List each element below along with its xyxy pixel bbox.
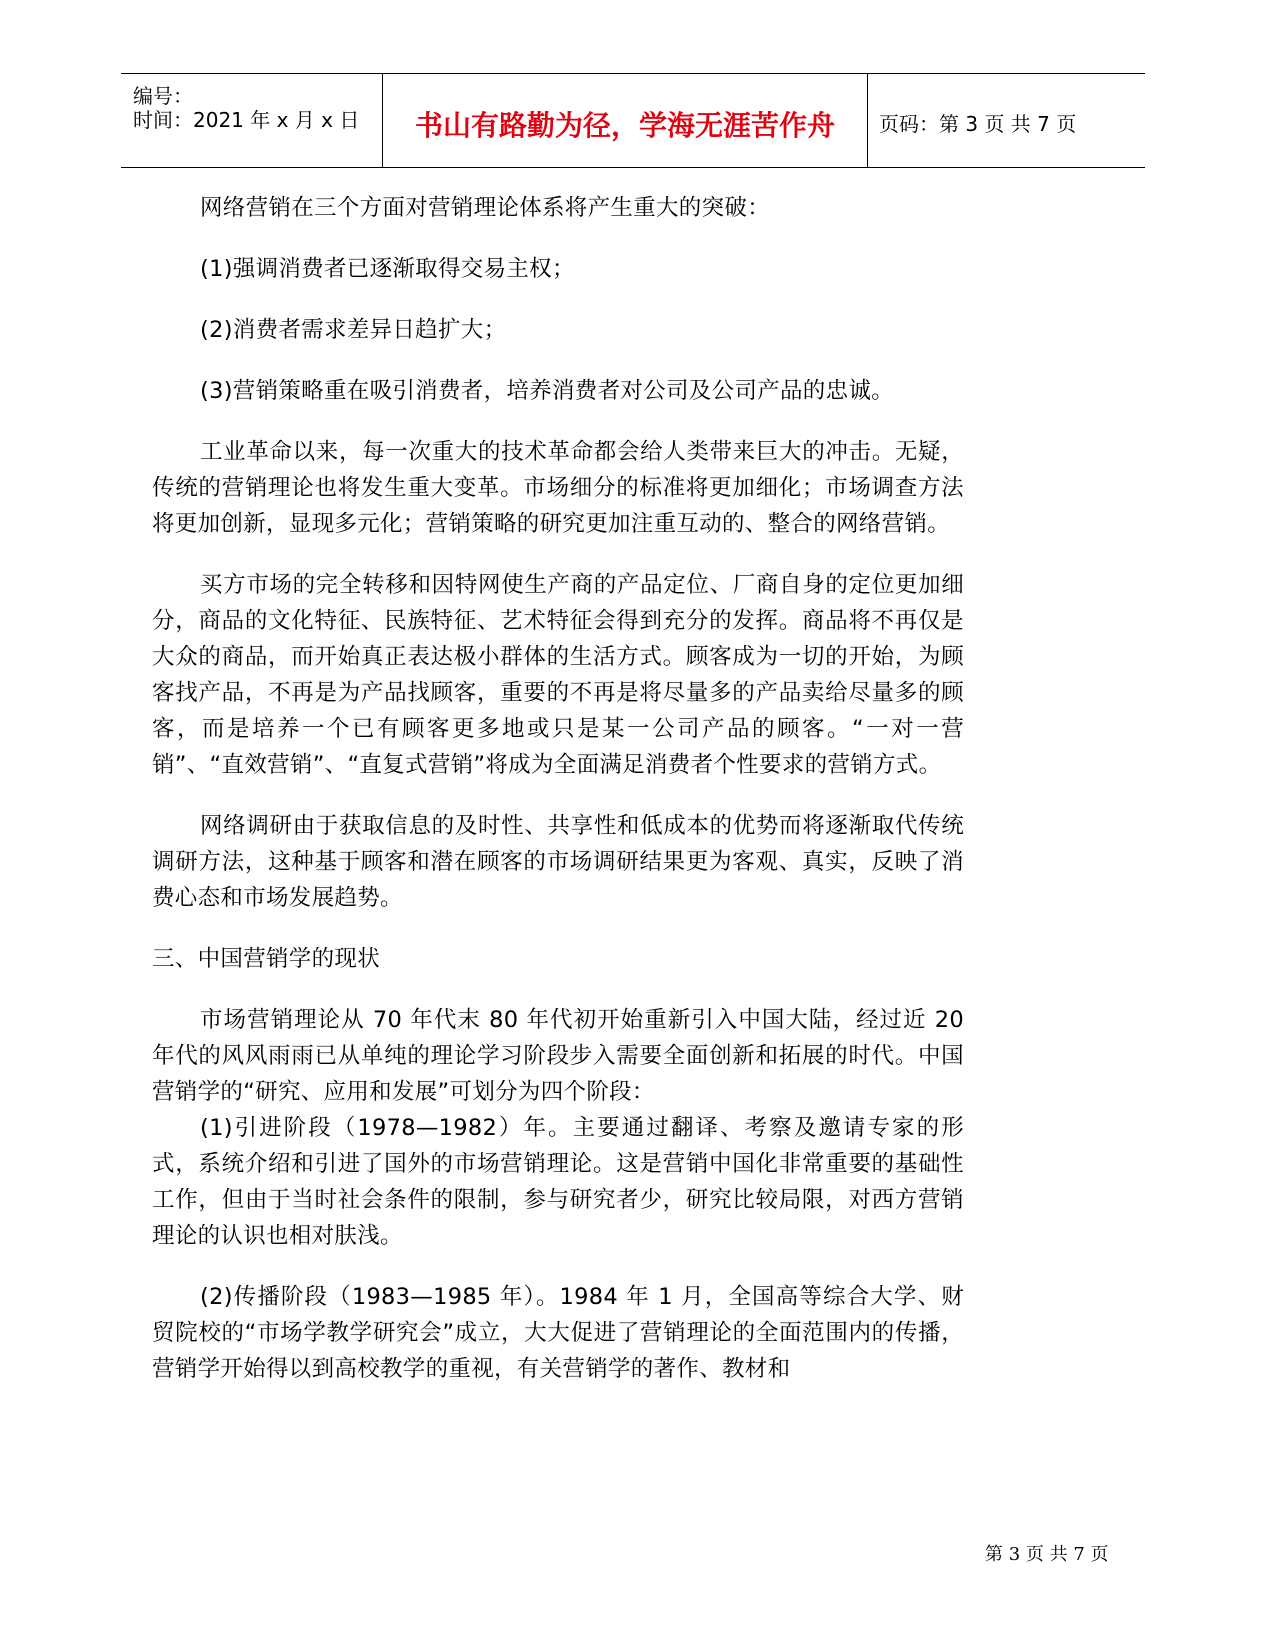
document-body [152,190,964,1412]
header-page-code: 页码：第 3 页 共 7 页 [879,112,1077,136]
header-left-cell [121,74,381,167]
paragraph: 买方市场的完全转移和因特网使生产商的产品定位、厂商自身的定位更加细分，商品的文化特征、民族特征、艺术特征会得到充分的发挥。商品将不再仅是大众的商品，而开始真正表达极小群体的生活方式。顾客成为一切的开始，为顾客找产品，不再是为产品找顾客，重要的不再是将尽量多的产品卖给尽量多的顾客，而是培养一个已有顾客更多地或只是某一公司产品的顾客。“一对一营销”、“直效营销”、“直复式营销”将成为全面满足消费者个性要求的营销方式。 [152,572,964,778]
section-heading: 三、中国营销学的现状 [152,946,381,972]
paragraph: 网络调研由于获取信息的及时性、共享性和低成本的优势而将逐渐取代传统调研方法，这种基于顾客和潜在顾客的市场调研结果更为客观、真实，反映了消费心态和市场发展趋势。 [152,813,964,911]
paragraph: 工业革命以来，每一次重大的技术革命都会给人类带来巨大的冲击。无疑，传统的营销理论也将发生重大变革。市场细分的标准将更加细化；市场调查方法将更加创新，显现多元化；营销策略的研究更加注重互动的、整合的网络营销。 [152,439,964,537]
paragraph: 网络营销在三个方面对营销理论体系将产生重大的突破： [200,195,771,221]
header-motto: 书山有路勤为径，学海无涯苦作舟 [414,109,835,142]
paragraph: 市场营销理论从 70 年代末 80 年代初开始重新引入中国大陆，经过近 20 年代的风风雨雨已从单纯的理论学习阶段步入需要全面创新和拓展的时代。中国营销学的“研究、应用和发展”可划分为四个阶段： [152,1007,964,1105]
serial-number-label: 编号： [133,84,193,108]
list-item: (3)营销策略重在吸引消费者，培养消费者对公司及公司产品的忠诚。 [200,378,894,404]
paragraph: (2)传播阶段（1983—1985 年）。1984 年 1 月，全国高等综合大学、财贸院校的“市场学教学研究会”成立，大大促进了营销理论的全面范围内的传播，营销学开始得以到高校教学的重视，有关营销学的著作、教材和 [152,1284,964,1382]
page-header [121,73,1145,168]
header-middle-cell [382,74,868,167]
header-right-cell [867,74,1145,167]
page-footer: 第 3 页 共 7 页 [985,1544,1109,1565]
list-item: (1)强调消费者已逐渐取得交易主权； [200,256,575,282]
date-label: 时间：2021 年 x 月 x 日 [133,108,360,132]
list-item: (2)消费者需求差异日趋扩大； [200,317,507,343]
paragraph: (1)引进阶段（1978—1982）年。主要通过翻译、考察及邀请专家的形式，系统介绍和引进了国外的市场营销理论。这是营销中国化非常重要的基础性工作，但由于当时社会条件的限制，参与研究者少，研究比较局限，对西方营销理论的认识也相对肤浅。 [152,1115,964,1249]
